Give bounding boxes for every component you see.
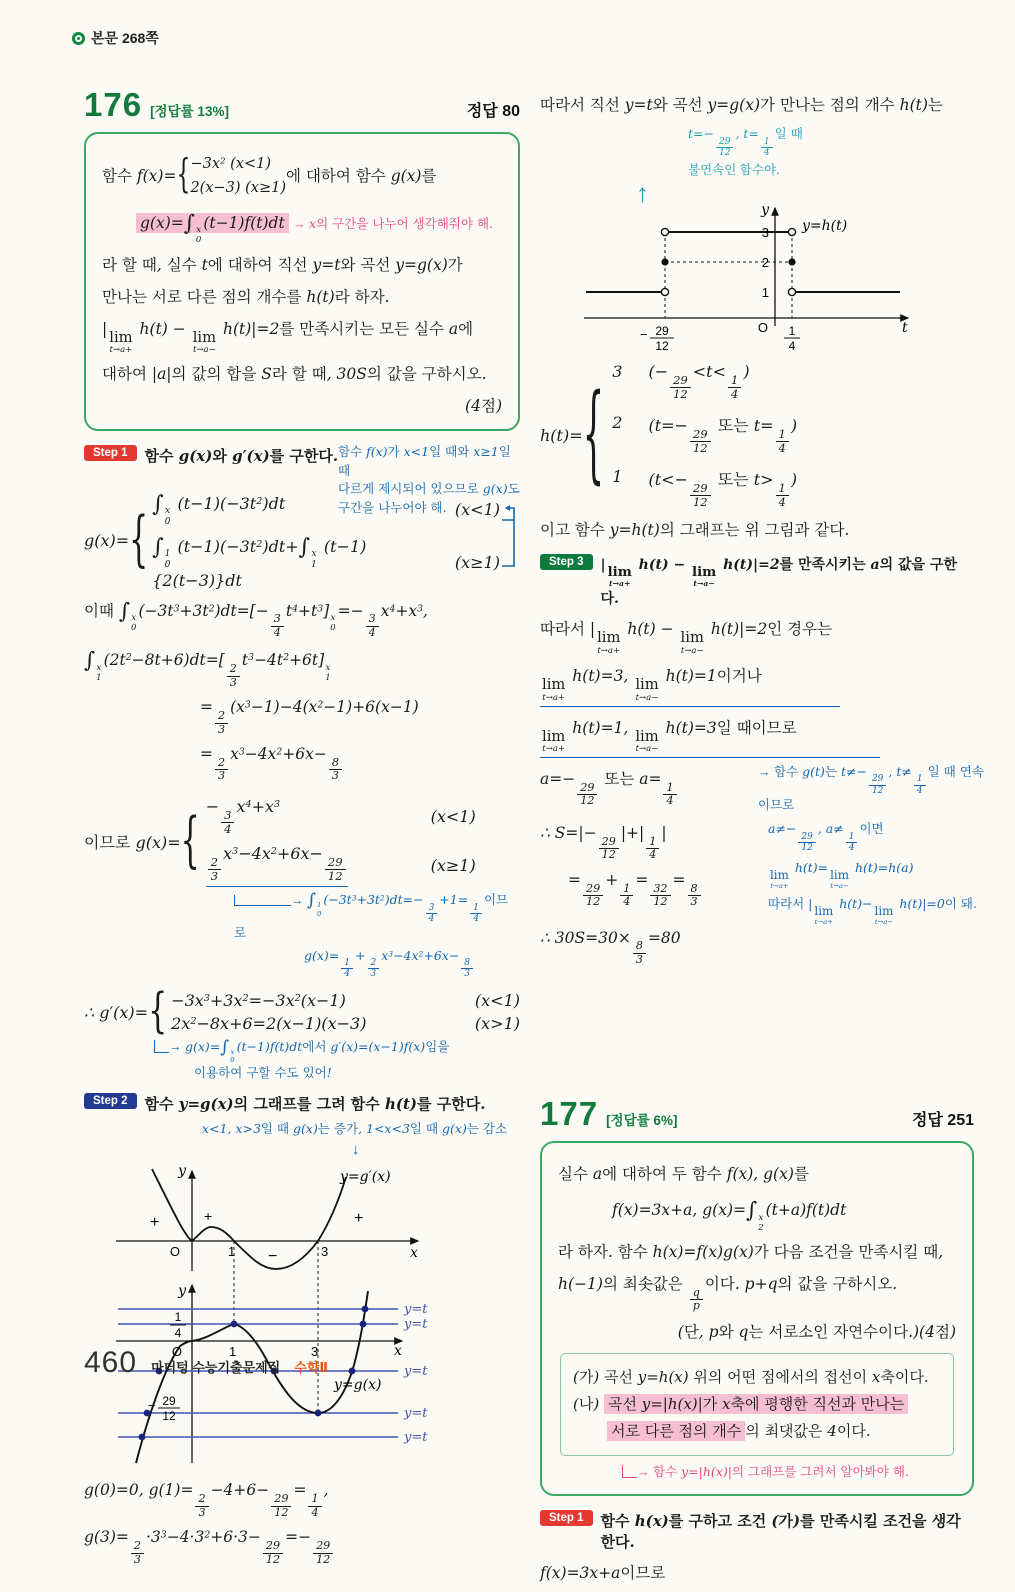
svg-text:12: 12 — [162, 1409, 176, 1424]
cases-brace: { — [582, 373, 605, 498]
value-line: g(0)=0, g(1)= $\frac{2}{3}$ −4+6− $\frac{29}{12}$ = $\frac{1}{4}$ , — [84, 1481, 329, 1519]
fraction-neg-29-12 — [148, 1394, 180, 1423]
cases-brace: { — [148, 983, 168, 1040]
step3-title: | lim t→a+ h(t) − lim t→a− h(t)|=2를 만족시키는 a의 값을 구한다. — [600, 555, 957, 607]
step1-badge: Step 1 — [540, 1510, 593, 1526]
svg-text:29: 29 — [655, 323, 669, 338]
arrow-up-icon: ↑ — [636, 177, 649, 208]
graph-h — [570, 200, 930, 352]
highlighted-text: 곡선 y=|h(x)|가 x축에 평행한 직선과 만나는 — [604, 1394, 908, 1414]
problem-line: h(−1)의 최솟값은 $\frac{q}{p}$ 이다. p+q의 값을 구하시오. — [558, 1275, 898, 1313]
fraction-one-quarter — [170, 1310, 186, 1340]
graph-hint-note: → 함수 y=|h(x)|의 그래프를 그려서 알아봐야 해. — [622, 1462, 956, 1482]
step1-badge: Step 1 — [84, 445, 137, 461]
continuity-note-blue: → 함수 g(t)는 t≠− $\frac{29}{12}$ , t≠ $\frac{1}{4}$ 일 때 연속이므로 a≠− $\frac{29}{12}$ , a≠ $\frac{1}{4}$ 이면 lim t→a+ h(t)= lim t→a− h(t)=h(a) 따라서 | lim t→a+ h(t)− lim t→a− h(t)|=0이 돼. — [758, 763, 984, 926]
axis-label-y: y — [178, 1163, 186, 1180]
g-result-cases: 이므로 g(x)= { − $\frac{3}{4}$ $x^4+x^3$ (x<1) $\frac{2}{3}$ $x^3-4x^2+6x-$ $\frac{29}{12}$ (x≥1) — [84, 797, 520, 887]
problem-line: | lim t→a+ h(t) − lim t→a− h(t)|=2를 만족시키는 모든 실수 a에 — [102, 319, 474, 356]
answer-label: 정답 80 — [466, 103, 520, 120]
sign-plus-right: + — [354, 1210, 364, 1228]
problem-176-header — [84, 86, 520, 124]
problem-constraint: (단, p와 q는 서로소인 자연수이다.)(4점) — [677, 1322, 956, 1341]
work-line: = $\frac{2}{3}$ $(x^3-1)-4(x^2-1)+6(x-1)$ — [200, 698, 419, 736]
problem-176-box — [84, 132, 520, 431]
limit-line: lim t→a+ h(t)=3, lim t→a− h(t)=1이거나 — [540, 664, 974, 706]
line-label-yt: y=t — [404, 1364, 428, 1380]
svg-text:−: − — [148, 1398, 156, 1414]
final-answer-line: ∴ 30S=30× $\frac{8}{3}$ =80 — [540, 928, 681, 966]
problem-number: 176 — [84, 86, 143, 123]
inline-note-blue: → ∫ 1 0 $(-3t^3+3t^2)dt=-$ $\frac{3}{4}$ +1= $\frac{1}{4}$ 이므로 g(x)= $\frac{1}{4}$ + $\frac{2}{3}$ $x^3-4x^2+6x-$ $\frac{8}{3}$ — [234, 890, 509, 980]
arrow-right-icon: → — [637, 1464, 650, 1479]
cases-brace: { — [180, 805, 200, 876]
highlighted-formula: g(x)=∫ x 0 (t−1)f(t)dt — [136, 213, 289, 233]
axis-label-y: y — [761, 201, 769, 218]
step1-row-177 — [540, 1510, 974, 1552]
problem-number: 177 — [540, 1095, 599, 1133]
underlined-expression: $\frac{2}{3}$ $x^3-4x^2+6x-$ $\frac{29}{12}$ — [206, 844, 348, 887]
left-column — [84, 0, 520, 1575]
fraction-neg-29-12 — [640, 324, 674, 352]
problem-line: 라 하자. 함수 h(x)=f(x)g(x)가 다음 조건을 만족시킬 때, — [558, 1243, 944, 1262]
increase-decrease-note: x<1, x>3일 때 g(x)는 증가, 1<x<3일 때 g(x)는 감소 ↓ — [202, 1120, 520, 1161]
h-cases: h(t)= { 3 (− $\frac{29}{12}$ <t< $\frac{1}{4}$ ) 2 (t=− $\frac{29}{12}$ 또는 t= $\frac{1}{4}$ ) 1 (t<− $\frac{29}{12}$ 또는 t> $\frac{1}{4}$ ) — [540, 361, 798, 509]
line-label-yt: y=t — [404, 1430, 428, 1446]
sign-minus: − — [268, 1248, 278, 1266]
sum-line: ∴ S=|− $\frac{29}{12}$ |+| $\frac{1}{4}$ | — [540, 823, 667, 862]
axis-label-x: x — [394, 1343, 402, 1360]
origin-label: O — [757, 319, 768, 335]
curve-label-g-prime: y=g′(x) — [340, 1169, 391, 1186]
condition-a: (가) 곡선 y=h(x) 위의 어떤 점에서의 접선이 x축이다. — [573, 1367, 929, 1386]
problem-177-header — [540, 1095, 974, 1133]
fraction-one-quarter — [784, 324, 800, 352]
subject-label: 수학Ⅱ — [294, 1360, 328, 1375]
solution-intro: 따라서 직선 y=t와 곡선 y=g(x)가 만나는 점의 개수 h(t)는 — [540, 96, 943, 114]
answer-rate-badge: [정답률 6%] — [606, 1113, 678, 1129]
tick-1: 1 — [228, 1244, 236, 1260]
problem-line: 함수 f(x)= { $-3x^2$ (x<1) 2(x−3) (x≥1) 에 대하여 함수 g(x)를 — [102, 153, 437, 199]
g-cases: g(x)= { ∫ x 0 $(t-1)(-3t^2)dt$ (x<1) ∫ 1 0 $(t-1)(-3t^2)dt+\int$ x 1 (t−1){2(t−3)}dt (x≥1) — [84, 492, 520, 590]
svg-text:4: 4 — [788, 338, 796, 352]
line-label-yt: y=t — [404, 1302, 428, 1318]
answer-label: 정답 251 — [911, 1112, 974, 1130]
line-label-yt: y=t — [404, 1317, 428, 1333]
work-line: 이때 ∫ x 0 $(-3t^3+3t^2)dt=[-$ $\frac{3}{4}$ $t^4+t^3$] x 0 =− $\frac{3}{4}$ $x^4+x^3$, — [84, 598, 428, 639]
arrow-right-icon: → — [291, 893, 304, 908]
graph-g-prime — [102, 1161, 442, 1279]
conditions-box — [560, 1353, 954, 1456]
step2-badge: Step 2 — [84, 1093, 137, 1109]
svg-text:4: 4 — [174, 1326, 182, 1341]
cases-brace: { — [176, 153, 191, 199]
problem-formula: f(x)=3x+a, g(x)=∫ x 2 (t+a)f(t)dt — [612, 1198, 847, 1233]
arrow-down-icon: ↓ — [352, 1140, 360, 1158]
tick-3: 3 — [761, 224, 769, 240]
g-prime-cases: ∴ g′(x)= { $-3x^3+3x^2=-3x^2(x-1)$ (x<1) $2x^2-8x+6=2(x-1)(x-3)$ (x>1) — [84, 983, 520, 1040]
problem-line: g(x)=∫ x 0 (t−1)f(t)dt → x의 구간을 나누어 생각해줘야 해. — [136, 207, 502, 246]
value-line: g(3)= $\frac{2}{3}$ $\cdot 3^3-4\cdot 3^2+6\cdot 3-$ $\frac{29}{12}$ =− $\frac{29}{12}$ — [84, 1528, 520, 1566]
svg-text:1: 1 — [788, 323, 796, 338]
step3-badge: Step 3 — [540, 554, 593, 570]
tick-3: 3 — [311, 1344, 319, 1360]
curve-label-g: y=g(x) — [334, 1377, 382, 1394]
step1-title: 함수 g(x)와 g′(x)를 구한다. — [144, 446, 339, 465]
work-line: = $\frac{2}{3}$ $x^3-4x^2+6x-$ $\frac{8}{3}$ — [200, 745, 520, 783]
case-connector-bracket — [502, 502, 520, 580]
problem-line: 실수 a에 대하여 두 함수 f(x), g(x)를 — [558, 1165, 809, 1184]
prime-note-blue: → g(x)=∫ x 0 (t−1)f(t)dt에서 g′(x)=(x−1)f(x)임을 이용하여 구할 수도 있어! — [154, 1035, 520, 1083]
tick-1: 1 — [761, 284, 769, 300]
origin-label: O — [169, 1244, 180, 1260]
curve-label-h: y=h(t) — [802, 217, 848, 234]
right-column — [540, 0, 984, 1592]
sum-line: = $\frac{29}{12}$ + $\frac{1}{4}$ = $\frac{32}{12}$ = $\frac{8}{3}$ — [568, 871, 974, 909]
work-line: ∫ x 1 $(2t^2-8t+6)dt=$[ $\frac{2}{3}$ $t^3-4t^2+6t$] x 1 — [84, 648, 331, 689]
arrow-right-icon: → — [169, 1039, 182, 1054]
page-number: 460 — [84, 1346, 138, 1379]
work-line: f(x)=3x+a이므로 — [540, 1564, 666, 1583]
svg-text:29: 29 — [162, 1394, 176, 1409]
limit-line: lim t→a+ h(t)=1, lim t→a− h(t)=3일 때이므로 — [540, 716, 974, 758]
elbow-connector — [154, 1040, 169, 1053]
sign-plus-mid: + — [204, 1208, 213, 1225]
svg-text:1: 1 — [174, 1310, 182, 1325]
case-line: 따라서 | lim t→a+ h(t) − lim t→a− h(t)|=2인 경우는 — [540, 619, 833, 656]
graph-conclusion: 이고 함수 y=h(t)의 그래프는 위 그림과 같다. — [540, 520, 850, 539]
step2-row — [84, 1093, 520, 1114]
points-label: (4점) — [465, 396, 502, 415]
tick-2: 2 — [761, 254, 769, 270]
condition-b: (나) 곡선 y=|h(x)|가 x축에 평행한 직선과 만나는 서로 다른 점의 개수 의 최댓값은 4이다. — [573, 1391, 941, 1445]
cases-brace: { — [129, 504, 149, 575]
a-values-line: a=− $\frac{29}{12}$ 또는 a= $\frac{1}{4}$ — [540, 767, 974, 808]
elbow-connector — [622, 1465, 637, 1478]
line-label-yt: y=t — [404, 1406, 428, 1422]
page-footer — [84, 1346, 328, 1380]
page-ref-label: 본문 268쪽 — [91, 30, 159, 46]
problem-line: 만나는 서로 다른 점의 개수를 h(t)라 하자. — [102, 287, 390, 306]
arrow-right-icon: → — [758, 764, 771, 779]
discontinuity-note: t=− $\frac{29}{12}$ , t= $\frac{1}{4}$ 일 때 불연속인 함수야. — [688, 126, 803, 177]
svg-text:12: 12 — [655, 338, 669, 352]
arrow-right-icon: → — [293, 216, 306, 231]
step1-title: 함수 h(x)를 구하고 조건 (가)를 만족시킬 조건을 생각한다. — [600, 1512, 961, 1552]
origin-label: O — [171, 1344, 182, 1360]
elbow-connector — [234, 895, 291, 906]
tick-1: 1 — [229, 1344, 237, 1360]
margin-note-blue: 함수 f(x)가 x<1일 때와 x≥1일 때 다르게 제시되어 있으므로 g(x)도 구간을 나누어야 해. — [338, 443, 520, 516]
axis-label-y: y — [178, 1283, 186, 1300]
problem-line: 라 할 때, 실수 t에 대하여 직선 y=t와 곡선 y=g(x)가 — [102, 255, 463, 274]
axis-label-t: t — [902, 319, 908, 336]
step2-title: 함수 y=g(x)의 그래프를 그려 함수 h(t)를 구한다. — [144, 1095, 486, 1114]
tick-3: 3 — [321, 1244, 329, 1260]
axis-label-x: x — [410, 1245, 418, 1262]
problem-177-box — [540, 1141, 974, 1496]
highlighted-text: 서로 다른 점의 개수 — [607, 1421, 745, 1441]
step3-row — [540, 554, 974, 608]
answer-rate-badge: [정답률 13%] — [150, 104, 229, 119]
problem-line: 대하여 |a|의 값의 합을 S라 할 때, 30S의 값을 구하시오. — [102, 364, 487, 383]
sign-plus-left: + — [150, 1214, 160, 1232]
svg-text:−: − — [640, 326, 648, 342]
book-title: 마더텅 수능기출문제집 — [151, 1360, 281, 1375]
